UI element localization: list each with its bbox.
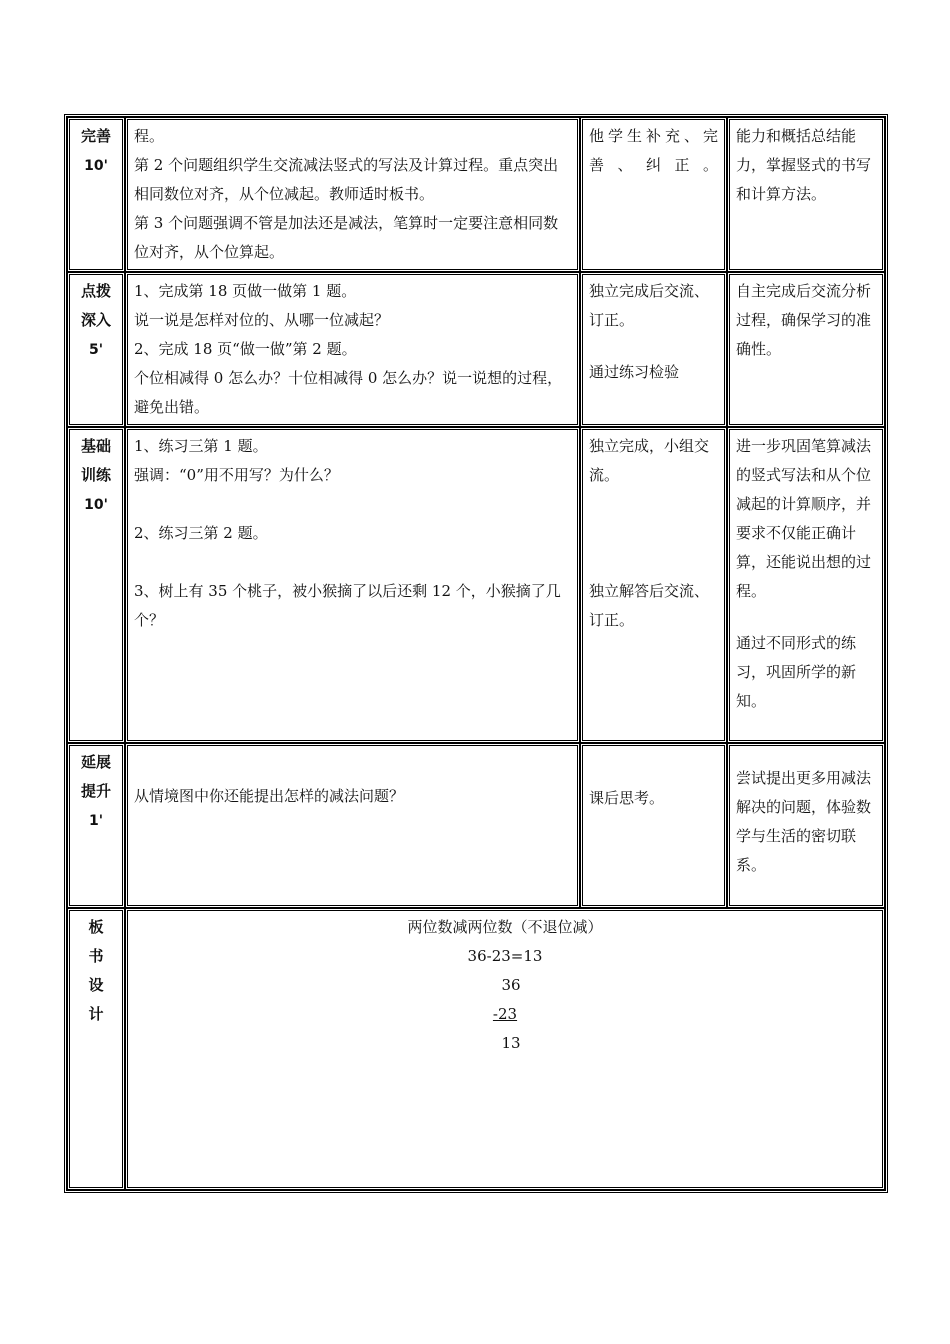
content-line: 3、树上有 35 个桃子，被小猴摘了以后还剩 12 个，小猴摘了几个？ xyxy=(134,582,561,629)
student-activity-cell xyxy=(580,743,727,908)
stage-minutes: 10' xyxy=(84,158,108,174)
student-line: 独立解答后交流、订正。 xyxy=(589,582,710,629)
stage-name: 完善 xyxy=(80,127,111,145)
intent-line: 自主完成后交流分析过程，确保学习的准确性。 xyxy=(736,282,872,358)
teacher-activity-cell xyxy=(125,427,580,743)
board-equation: 36-23=13 xyxy=(467,947,543,965)
student-line: 通过练习检验 xyxy=(589,363,680,381)
content-line: 第 2 个问题组织学生交流减法竖式的写法及计算过程。重点突出相同数位对齐，从个位减起。教师适时板书。 xyxy=(134,156,559,203)
student-line: 他学生补充、完善、纠正。 xyxy=(589,127,718,174)
student-line: 独立完成后交流、订正。 xyxy=(589,282,710,329)
table-row-board xyxy=(67,908,885,1190)
content-line: 强调：“0”用不用写？为什么？ xyxy=(134,466,339,484)
student-activity-cell xyxy=(580,117,727,272)
board-label-char: 板 xyxy=(88,918,104,936)
board-design-content xyxy=(125,908,885,1190)
teacher-activity-cell xyxy=(125,272,580,427)
stage-name: 深入 xyxy=(80,311,111,329)
stage-cell xyxy=(67,743,125,908)
design-intent-cell xyxy=(727,743,885,908)
intent-line: 尝试提出更多用减法解决的问题，体验数学与生活的密切联系。 xyxy=(736,769,872,874)
board-label-char: 设 xyxy=(88,976,104,994)
stage-minutes: 5' xyxy=(88,342,104,358)
board-label-char: 计 xyxy=(88,1005,104,1023)
design-intent-cell xyxy=(727,117,885,272)
design-intent-cell xyxy=(727,272,885,427)
design-intent-cell xyxy=(727,427,885,743)
stage-minutes: 10' xyxy=(84,497,108,513)
teacher-activity-cell xyxy=(125,117,580,272)
content-line: 2、完成 18 页“做一做”第 2 题。 xyxy=(134,340,357,358)
intent-line: 进一步巩固笔算减法的竖式写法和从个位减起的计算顺序，并要求不仅能正确计算，还能说出想的过程。 xyxy=(736,437,872,600)
content-line: 2、练习三第 2 题。 xyxy=(134,524,268,542)
table-row-guide xyxy=(67,272,885,427)
stage-name: 延展 xyxy=(80,753,111,771)
table-row-practice xyxy=(67,427,885,743)
stage-name: 基础 xyxy=(80,437,111,455)
lesson-plan-page xyxy=(64,114,882,1193)
board-design-label xyxy=(67,908,125,1190)
board-result: 13 xyxy=(501,1034,521,1052)
stage-name: 训练 xyxy=(80,466,111,484)
student-line: 课后思考。 xyxy=(589,789,665,807)
table-row-perfect xyxy=(67,117,885,272)
stage-cell xyxy=(67,272,125,427)
table-row-extension xyxy=(67,743,885,908)
content-line: 1、练习三第 1 题。 xyxy=(134,437,268,455)
student-activity-cell xyxy=(580,427,727,743)
content-line: 个位相减得 0 怎么办？十位相减得 0 怎么办？说一说想的过程，避免出错。 xyxy=(134,369,563,416)
lesson-plan-table xyxy=(64,114,888,1193)
stage-name: 点拨 xyxy=(80,282,111,300)
stage-minutes: 1' xyxy=(88,813,104,829)
stage-name: 提升 xyxy=(80,782,111,800)
content-line: 从情境图中你还能提出怎样的减法问题？ xyxy=(134,787,405,805)
content-line: 说一说是怎样对位的、从哪一位减起？ xyxy=(134,311,390,329)
stage-cell xyxy=(67,117,125,272)
student-line: 独立完成，小组交流。 xyxy=(589,437,710,484)
student-activity-cell xyxy=(580,272,727,427)
board-title: 两位数减两位数（不退位减） xyxy=(407,918,603,936)
board-subtrahend: -23 xyxy=(492,1005,518,1023)
stage-cell xyxy=(67,427,125,743)
content-line: 第 3 个问题强调不管是加法还是减法，笔算时一定要注意相同数位对齐，从个位算起。 xyxy=(134,214,559,261)
content-line: 程。 xyxy=(134,127,165,145)
content-line: 1、完成第 18 页做一做第 1 题。 xyxy=(134,282,357,300)
teacher-activity-cell xyxy=(125,743,580,908)
intent-line: 通过不同形式的练习，巩固所学的新知。 xyxy=(736,634,857,710)
board-label-char: 书 xyxy=(88,947,104,965)
board-minuend: 36 xyxy=(501,976,521,994)
intent-line: 能力和概括总结能力，掌握竖式的书写和计算方法。 xyxy=(736,127,872,203)
